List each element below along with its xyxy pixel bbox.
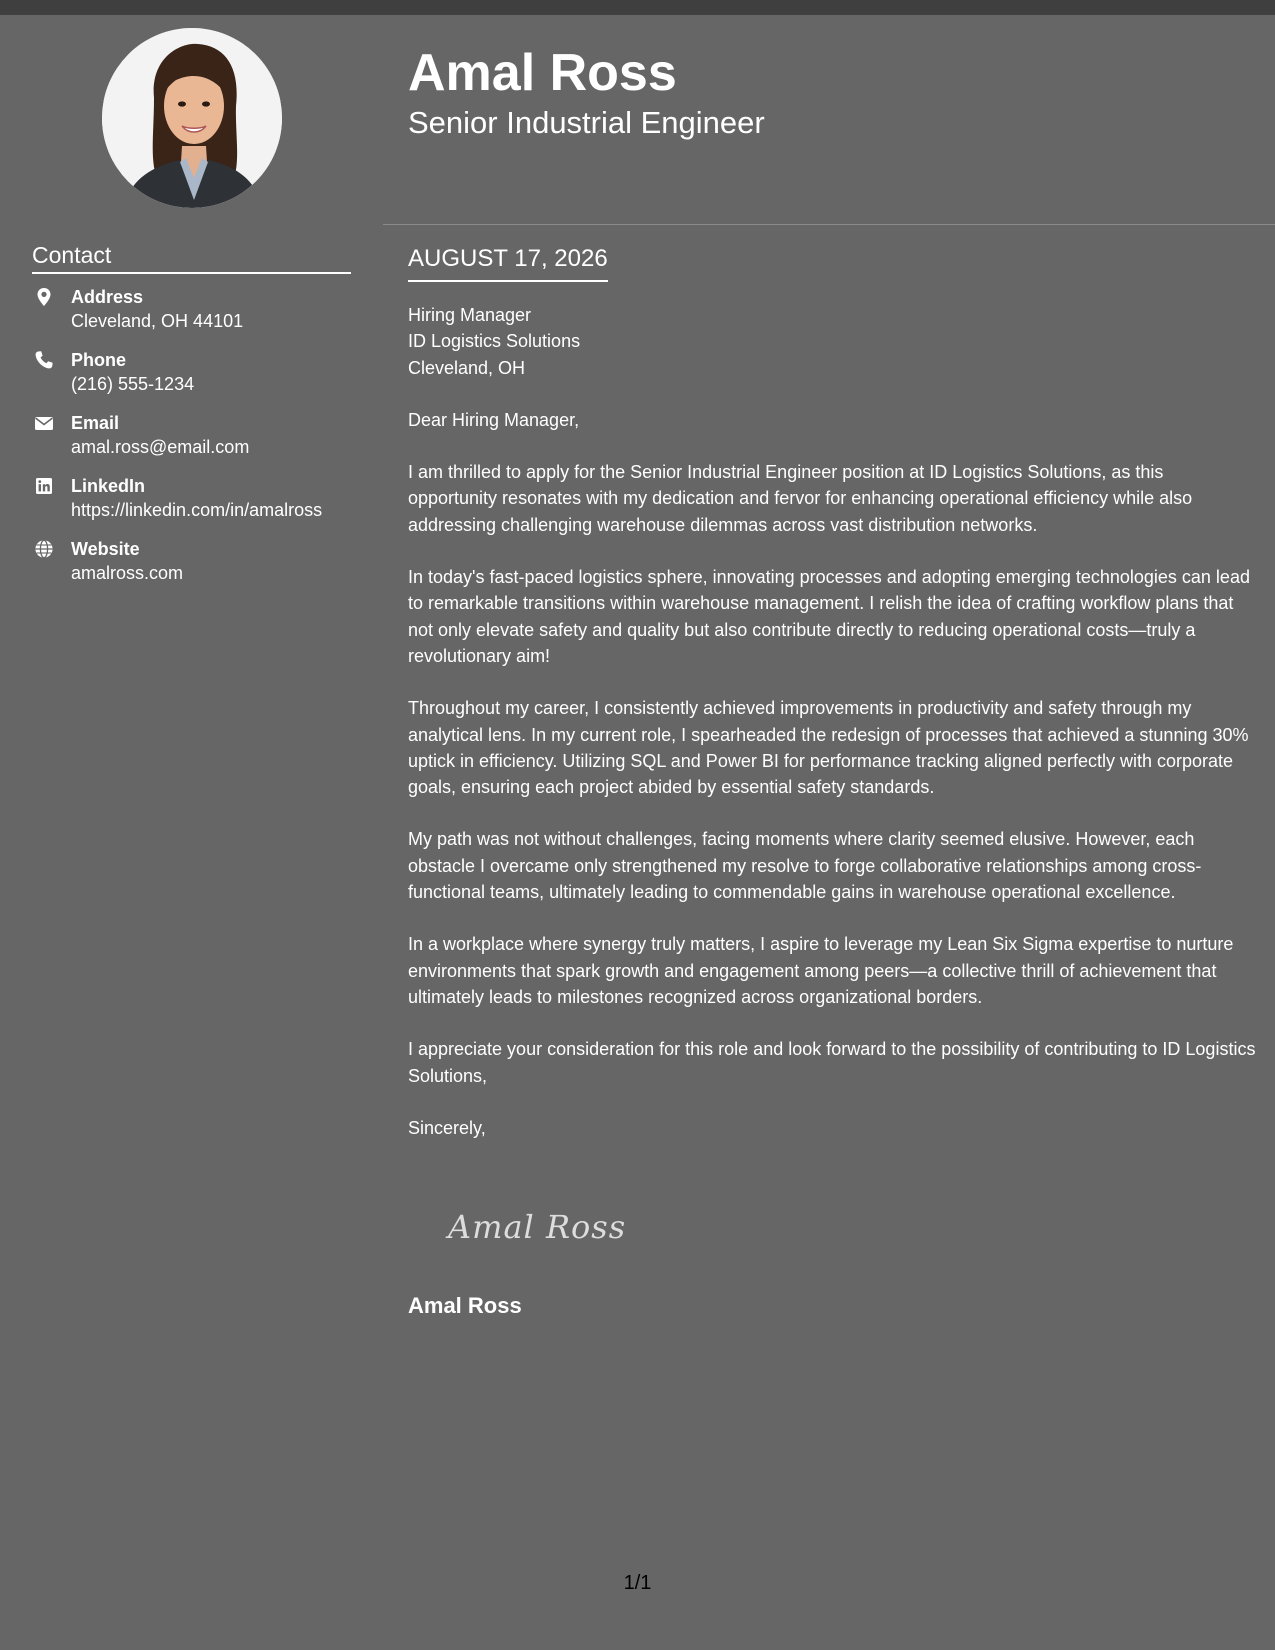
avatar xyxy=(102,28,282,208)
globe-icon xyxy=(34,539,54,559)
letter-paragraph: In a workplace where synergy truly matters, I aspire to leverage my Lean Six Sigma expertise to nurture environments that spark growth and engagement among peers—a collective thrill of achievement that ultimately leads to milestones recognized across organizational borders. xyxy=(408,934,1234,1007)
sidebar xyxy=(0,15,382,1650)
letter-paragraph: I appreciate your consideration for this role and look forward to the possibility of contributing to ID Logistics Solutions, xyxy=(408,1039,1256,1086)
candidate-name: Amal Ross xyxy=(408,44,677,102)
recipient-line: Hiring Manager xyxy=(408,305,532,325)
letter-paragraph: Throughout my career, I consistently achieved improvements in productivity and safety through my analytical lens. In my current role, I spearheaded the redesign of processes that achieved a stunning 30% uptick in efficiency. Utilizing SQL and Power BI for performance tracking aligned perfectly with corporate goals, ensuring each project abided by essential safety standards. xyxy=(408,698,1249,798)
contact-label: Phone xyxy=(71,350,127,370)
job-title: Senior Industrial Engineer xyxy=(408,105,765,140)
letter-date: AUGUST 17, 2026 xyxy=(408,244,608,282)
contact-label: Email xyxy=(71,413,120,433)
letter-paragraph: In today's fast-paced logistics sphere, innovating processes and adopting emerging technologies can lead to remarkable transitions within warehouse management. I relish the idea of crafting workflow plans that not only elevate safety and quality but also contribute directly to reducing operational costs—truly a revolutionary aim! xyxy=(408,567,1250,666)
contact-item-linkedin xyxy=(32,474,362,537)
contact-item-email xyxy=(32,411,362,474)
phone-icon xyxy=(34,350,54,370)
contact-value-email[interactable]: amal.ross@email.com xyxy=(71,437,250,457)
page-number: 1/1 xyxy=(623,1572,652,1594)
contact-label: Website xyxy=(71,539,140,559)
signature: Amal Ross xyxy=(448,1208,627,1246)
letter-paragraph: My path was not without challenges, facing moments where clarity seemed elusive. However, each obstacle I overcame only strengthened my resolve to forge collaborative relationships among cross-functional teams, ultimately leading to commendable gains in warehouse operational excellence. xyxy=(408,829,1202,903)
header-divider xyxy=(383,224,1275,225)
recipient-line: ID Logistics Solutions xyxy=(408,331,581,352)
signer-name: Amal Ross xyxy=(408,1293,522,1318)
letter-paragraph: I am thrilled to apply for the Senior Industrial Engineer position at ID Logistics Solutions, as this opportunity resonates with my dedication and fervor for enhancing operational efficiency while also addressing challenging warehouse dilemmas across vast distribution networks. xyxy=(408,462,1193,535)
contact-item-address xyxy=(32,285,362,348)
letter-body xyxy=(408,302,1256,1167)
contact-heading: Contact xyxy=(32,240,351,274)
contact-value-address: Cleveland, OH 44101 xyxy=(71,311,244,331)
recipient-line: Cleveland, OH xyxy=(408,357,526,378)
map-pin-icon xyxy=(34,287,54,307)
contact-label: Address xyxy=(71,287,144,307)
recipient-block xyxy=(408,302,1256,381)
contact-item-phone xyxy=(32,348,362,411)
top-strip xyxy=(0,0,1275,15)
contact-value-phone: (216) 555-1234 xyxy=(71,374,195,394)
contact-list xyxy=(32,285,362,600)
closing: Sincerely, xyxy=(408,1117,486,1138)
contact-value-linkedin[interactable]: https://linkedin.com/in/amalross xyxy=(71,500,323,520)
contact-item-website xyxy=(32,537,362,600)
avatar-portrait xyxy=(102,28,282,208)
contact-value-website[interactable]: amalross.com xyxy=(71,563,184,583)
salutation: Dear Hiring Manager, xyxy=(408,409,580,430)
linkedin-icon xyxy=(34,476,54,496)
contact-label: LinkedIn xyxy=(71,476,146,496)
envelope-icon xyxy=(34,413,54,433)
